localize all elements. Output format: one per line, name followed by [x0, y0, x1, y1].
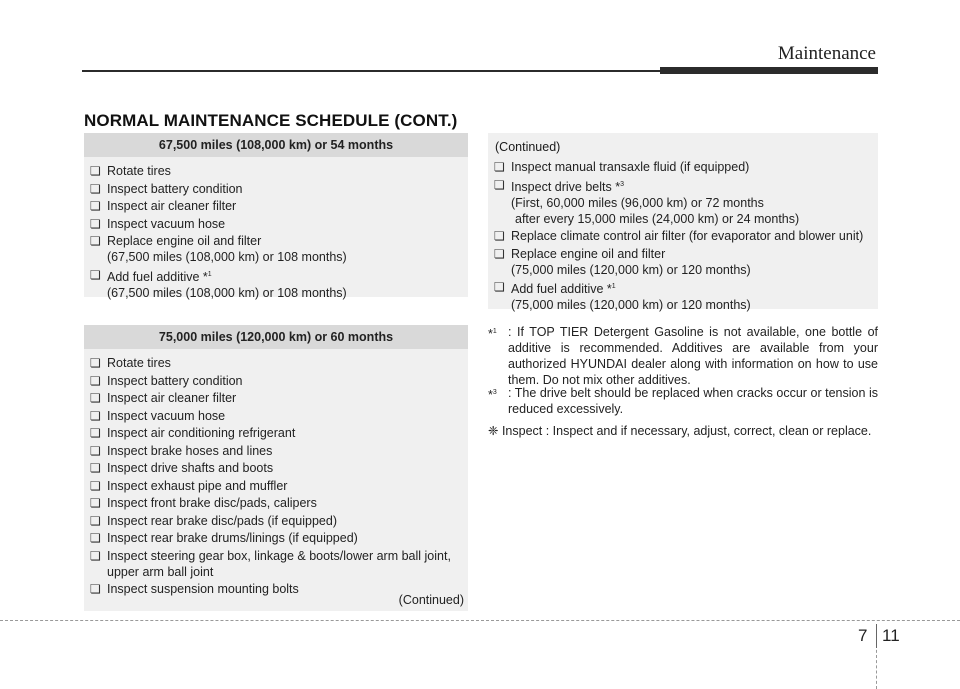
schedule-item — [84, 198, 468, 214]
schedule-item — [84, 478, 468, 494]
checkbox-icon: ❏ — [90, 496, 101, 510]
schedule-item — [84, 460, 468, 476]
schedule-item — [84, 373, 468, 389]
schedule-item — [84, 548, 468, 580]
schedule-item — [84, 216, 468, 232]
schedule-item — [84, 513, 468, 529]
item-text: Add fuel additive * — [107, 269, 208, 284]
checkbox-icon: ❏ — [90, 181, 101, 196]
item-text: Inspect steering gear box, linkage & boots/lower arm ball joint, — [107, 548, 451, 563]
item-detail: (75,000 miles (120,000 km) or 120 months) — [511, 262, 751, 277]
checkbox-icon: ❏ — [90, 443, 101, 458]
inspect-note: ❈ Inspect : Inspect and if necessary, adjust, correct, clean or replace. — [488, 424, 872, 438]
footnote-ref: 1 — [611, 283, 616, 290]
section-header: Maintenance — [777, 43, 876, 64]
schedule-item — [84, 390, 468, 406]
schedule-items — [488, 157, 878, 313]
continued-label: (Continued) — [398, 593, 464, 607]
item-text: Inspect drive shafts and boots — [107, 461, 274, 475]
page-number-divider — [876, 624, 877, 648]
page-number: 11 — [882, 626, 900, 645]
checkbox-icon: ❏ — [90, 216, 101, 231]
checkbox-icon: ❏ — [90, 408, 101, 423]
footer-rule — [0, 620, 960, 621]
checkbox-icon: ❏ — [90, 199, 101, 213]
checkbox-icon: ❏ — [90, 356, 101, 370]
item-text: Replace engine oil and filter — [107, 234, 262, 248]
item-text: Rotate tires — [107, 164, 171, 178]
schedule-item — [488, 177, 878, 227]
continued-label: (Continued) — [495, 140, 561, 154]
checkbox-icon: ❏ — [90, 582, 101, 596]
item-text: Inspect vacuum hose — [107, 408, 226, 423]
item-text: Inspect air cleaner filter — [107, 199, 237, 213]
item-text: Inspect rear brake disc/pads (if equipped) — [107, 513, 337, 528]
schedule-item — [488, 228, 878, 244]
header-rule-thin — [82, 70, 660, 72]
item-text: Inspect brake hoses and lines — [107, 443, 273, 458]
item-text: Inspect battery condition — [107, 373, 243, 388]
item-text: Inspect suspension mounting bolts — [107, 582, 299, 596]
item-detail: after every 15,000 miles (24,000 km) or 24 months) — [515, 211, 800, 226]
schedule-item — [488, 159, 878, 175]
item-text: Inspect air conditioning refrigerant — [107, 426, 296, 440]
schedule-item — [84, 530, 468, 546]
schedule-heading: 75,000 miles (120,000 km) or 60 months — [84, 325, 468, 349]
item-detail: (67,500 miles (108,000 km) or 108 months) — [107, 250, 347, 264]
item-text: Inspect rear brake drums/linings (if equipped) — [107, 531, 358, 545]
checkbox-icon: ❏ — [90, 531, 101, 545]
checkbox-icon: ❏ — [494, 160, 505, 174]
schedule-items — [84, 157, 468, 301]
schedule-item — [84, 495, 468, 511]
item-text: Rotate tires — [107, 356, 171, 370]
checkbox-icon: ❏ — [494, 246, 505, 261]
checkbox-icon: ❏ — [90, 513, 101, 528]
schedule-item — [84, 233, 468, 265]
checkbox-icon: ❏ — [90, 548, 101, 563]
schedule-items — [84, 349, 468, 597]
item-detail: upper arm ball joint — [107, 564, 214, 579]
schedule-box-67500 — [84, 133, 468, 300]
schedule-box-continued — [488, 133, 878, 312]
item-text: Replace climate control air filter (for evaporator and blower unit) — [511, 229, 864, 243]
checkbox-icon: ❏ — [90, 461, 101, 475]
item-detail: (First, 60,000 miles (96,000 km) or 72 months — [511, 195, 764, 210]
checkbox-icon: ❏ — [90, 391, 101, 405]
schedule-box-75000 — [84, 325, 468, 611]
item-detail: (75,000 miles (120,000 km) or 120 months) — [511, 298, 751, 312]
item-text: Replace engine oil and filter — [511, 246, 666, 261]
item-text: Inspect manual transaxle fluid (if equipped) — [511, 160, 750, 174]
schedule-item — [84, 355, 468, 371]
checkbox-icon: ❏ — [90, 478, 101, 493]
checkbox-icon: ❏ — [90, 373, 101, 388]
item-text: Inspect drive belts * — [511, 179, 621, 194]
item-text: Inspect front brake disc/pads, calipers — [107, 496, 317, 510]
schedule-item — [488, 246, 878, 278]
footnote-1: *$^1$ : If TOP TIER Detergent Gasoline is not available, one bottle of additive is recommended. Additives are available from your authorized HYUNDAI dealer along with information on how to use them. Do not mix other additives. — [488, 325, 878, 387]
checkbox-icon: ❏ — [90, 234, 101, 248]
checkbox-icon: ❏ — [494, 229, 505, 243]
item-text: Inspect battery condition — [107, 181, 243, 196]
item-text: Inspect exhaust pipe and muffler — [107, 478, 288, 493]
checkbox-icon: ❏ — [90, 164, 101, 178]
checkbox-icon: ❏ — [494, 280, 505, 294]
schedule-item — [84, 181, 468, 197]
footnote-ref: 1 — [207, 270, 212, 278]
checkbox-icon: ❏ — [494, 177, 505, 192]
schedule-item — [84, 443, 468, 459]
footnote-3: *$^3$ : The drive belt should be replaced when cracks occur or tension is reduced excessively. — [488, 386, 878, 416]
header-rule-thick — [660, 67, 878, 74]
schedule-item — [84, 408, 468, 424]
schedule-heading: 67,500 miles (108,000 km) or 54 months — [84, 133, 468, 157]
schedule-item — [488, 279, 878, 313]
checkbox-icon: ❏ — [90, 267, 101, 282]
item-text: Add fuel additive * — [511, 282, 612, 296]
item-detail: (67,500 miles (108,000 km) or 108 months) — [107, 285, 347, 300]
footnote-ref: 3 — [620, 180, 624, 188]
checkbox-icon: ❏ — [90, 426, 101, 440]
schedule-item — [84, 425, 468, 441]
page-title: NORMAL MAINTENANCE SCHEDULE (CONT.) — [84, 111, 458, 130]
schedule-item — [84, 163, 468, 179]
item-text: Inspect air cleaner filter — [107, 391, 237, 405]
chapter-number: 7 — [858, 626, 868, 645]
item-text: Inspect vacuum hose — [107, 216, 226, 231]
schedule-item — [84, 267, 468, 301]
